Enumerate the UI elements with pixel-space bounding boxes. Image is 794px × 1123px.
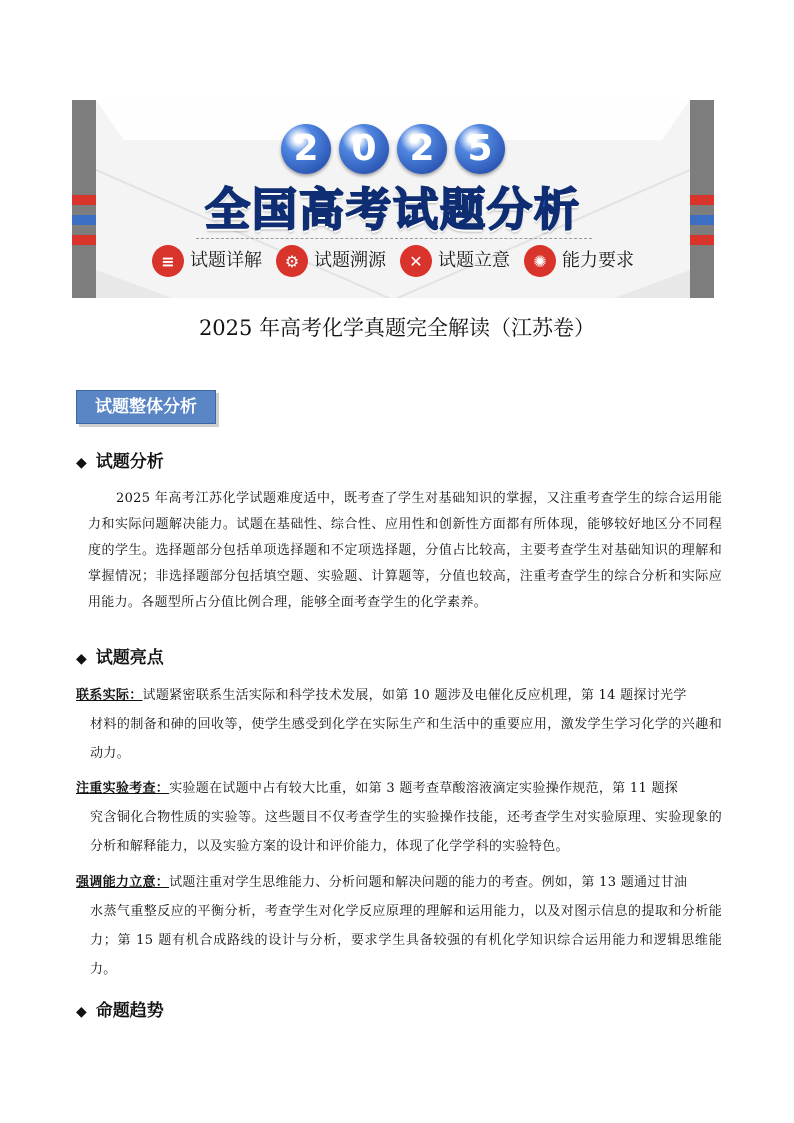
paragraph-text: 2025 年高考江苏化学试题难度适中，既考查了学生对基础知识的掌握，又注重考查学生的综合运用能力和实际问题解决能力。试题在基础性、综合性、应用性和创新性方面都有所体现，能够较好地区分不同程度的学生。选择题部分包括单项选择题和不定项选择题，分值占比较高，主要考查学生对基础知识的理解和掌握情况；非选择题部分包括填空题、实验题、计算题等，分值也较高，注重考查学生的综合分析和实际应用能力。各题型所占分值比例合理，能够全面考查学生的化学素养。 [88, 491, 722, 610]
highlight-item [76, 774, 722, 861]
banner-tags [72, 245, 714, 277]
document-title: 2025 年高考化学真题完全解读（江苏卷） [198, 316, 596, 340]
lightbulb-icon: ✺ [524, 245, 556, 277]
banner-year [72, 124, 714, 174]
heading-text: 试题亮点 [95, 648, 164, 668]
tag-label: 能力要求 [562, 250, 634, 271]
highlight-item [76, 868, 722, 984]
tag-label: 试题立意 [438, 250, 510, 271]
highlight-label: 强调能力立意： [76, 875, 170, 890]
highlight-text: 试题紧密联系生活实际和科学技术发展，如第 10 题涉及电催化反应机理，第 14 题探讨光学 [142, 688, 687, 703]
highlight-text-continued: 究含铜化合物性质的实验等。这些题目不仅考查学生的实验操作技能，还考查学生对实验原理、实验现象的分析和解释能力，以及实验方案的设计和评价能力，体现了化学学科的实验特色。 [90, 810, 722, 854]
gear-icon: ⚙ [276, 245, 308, 277]
highlight-label: 注重实验考查： [76, 781, 170, 796]
year-digit: 0 [339, 124, 389, 174]
highlight-item [76, 681, 722, 768]
heading-text: 命题趋势 [95, 1001, 164, 1021]
highlight-text: 实验题在试题中占有较大比重，如第 3 题考查草酸溶液滴定实验操作规范，第 11 题探 [169, 781, 679, 796]
diamond-icon: ◆ [76, 651, 87, 667]
banner-headline: 全国高考试题分析 [204, 183, 581, 236]
analysis-paragraph [88, 486, 722, 616]
year-digit: 5 [455, 124, 505, 174]
tag-item [524, 245, 634, 277]
tag-item [276, 245, 386, 277]
year-digit: 2 [281, 124, 331, 174]
highlight-text-continued: 材料的制备和砷的回收等，使学生感受到化学在实际生产和生活中的重要应用，激发学生学习化学的兴趣和动力。 [90, 717, 722, 761]
diamond-icon: ◆ [76, 1004, 87, 1020]
highlight-text-continued: 水蒸气重整反应的平衡分析，考查学生对化学反应原理的理解和运用能力，以及对图示信息的提取和分析能力；第 15 题有机合成路线的设计与分析，要求学生具备较强的有机化学知识综合运用能力和逻辑思维能力。 [90, 904, 722, 977]
heading-highlights [76, 646, 164, 671]
document-icon: ≡ [152, 245, 184, 277]
tag-label: 试题详解 [190, 250, 262, 271]
year-digit: 2 [397, 124, 447, 174]
heading-text: 试题分析 [95, 452, 164, 472]
tag-item [152, 245, 262, 277]
banner-divider [196, 238, 592, 239]
tag-label: 试题溯源 [314, 250, 386, 271]
heading-analysis [76, 450, 164, 475]
highlight-text: 试题注重对学生思维能力、分析问题和解决问题的能力的考查。例如，第 13 题通过甘油 [169, 875, 688, 890]
highlight-label: 联系实际： [76, 688, 143, 703]
tag-item [400, 245, 510, 277]
section-label: 试题整体分析 [76, 390, 216, 424]
heading-trends [76, 999, 164, 1024]
diamond-icon: ◆ [76, 455, 87, 471]
header-banner [72, 100, 714, 298]
tools-icon: ✕ [400, 245, 432, 277]
